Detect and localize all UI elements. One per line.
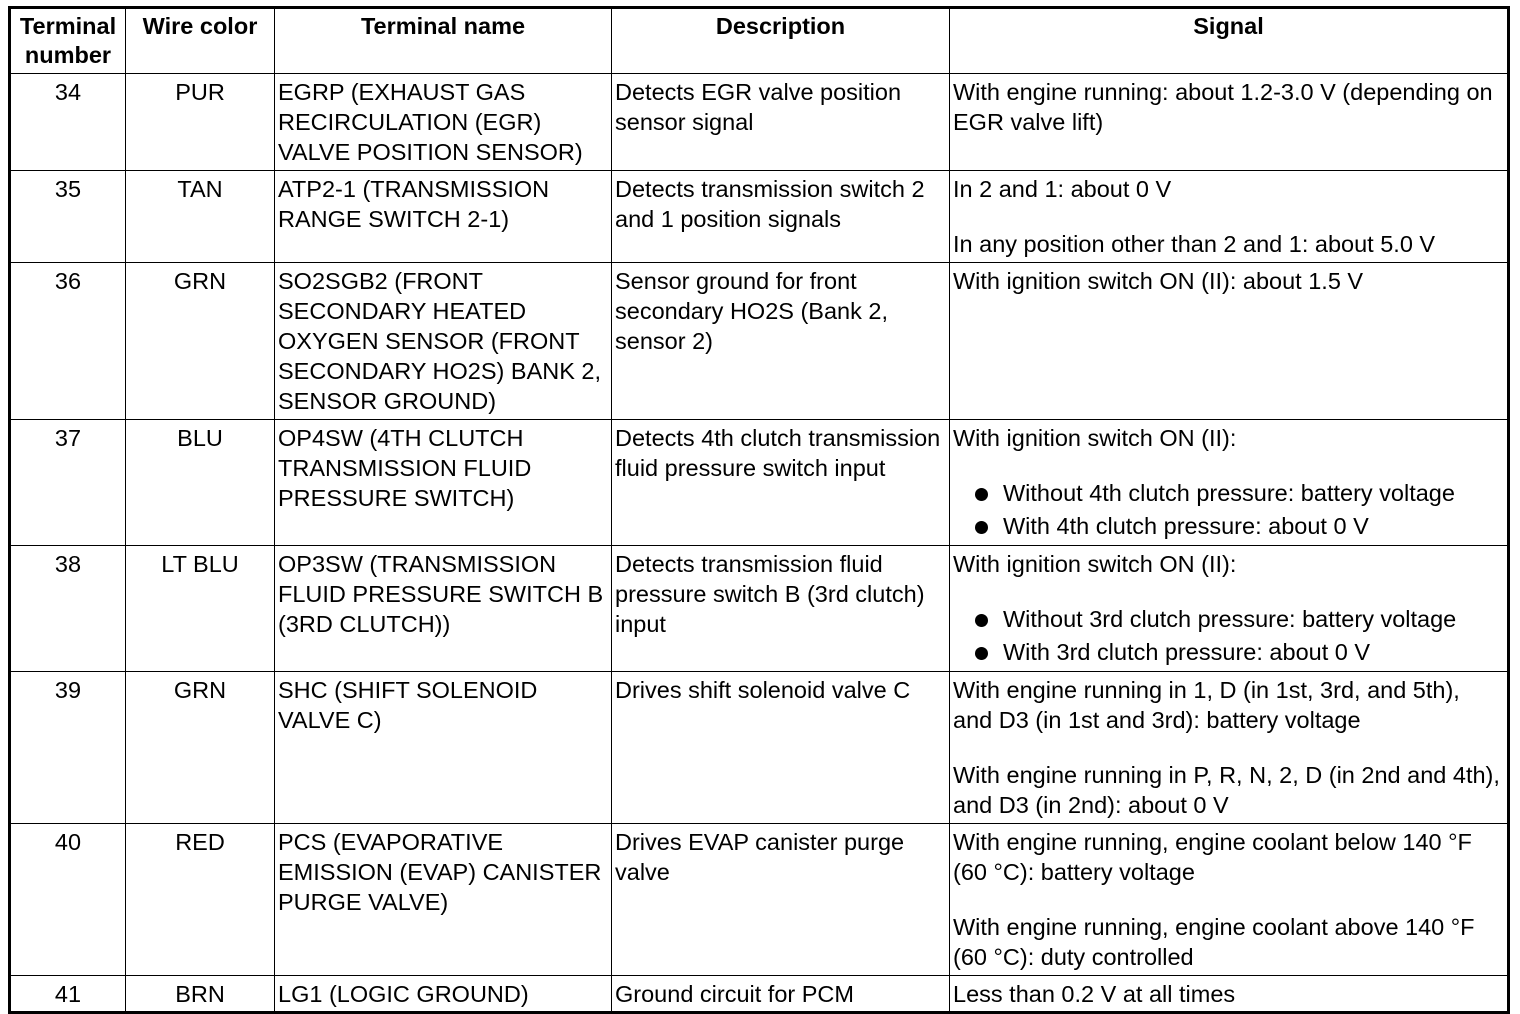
header-terminal-number: Terminal number bbox=[10, 8, 126, 74]
signal-text: With engine running in 1, D (in 1st, 3rd, and 5th), and D3 (in 1st and 3rd): battery voltage bbox=[953, 677, 1460, 733]
terminal-table bbox=[8, 6, 1510, 1014]
description-cell: Detects EGR valve position sensor signal bbox=[612, 74, 950, 171]
signal-cell bbox=[950, 171, 1509, 263]
terminal-number-cell: 40 bbox=[10, 824, 126, 976]
signal-bullet-list bbox=[953, 603, 1504, 669]
signal-text: With engine running, engine coolant below 140 °F (60 °C): battery voltage bbox=[953, 829, 1472, 885]
bullet-icon bbox=[975, 488, 988, 501]
wire-color-cell: LT BLU bbox=[126, 546, 275, 672]
wire-color-cell: BLU bbox=[126, 420, 275, 546]
table-row bbox=[10, 546, 1509, 672]
bullet-icon bbox=[975, 647, 988, 660]
terminal-name-cell: LG1 (LOGIC GROUND) bbox=[275, 976, 612, 1013]
wire-color-cell: GRN bbox=[126, 263, 275, 420]
signal-text: With ignition switch ON (II): bbox=[953, 551, 1237, 577]
description-cell: Detects transmission switch 2 and 1 position signals bbox=[612, 171, 950, 263]
table-row bbox=[10, 420, 1509, 546]
description-cell: Detects transmission fluid pressure switch B (3rd clutch) input bbox=[612, 546, 950, 672]
description-cell: Detects 4th clutch transmission fluid pressure switch input bbox=[612, 420, 950, 546]
table-row bbox=[10, 263, 1509, 420]
terminal-name-cell: PCS (EVAPORATIVE EMISSION (EVAP) CANISTER PURGE VALVE) bbox=[275, 824, 612, 976]
signal-cell bbox=[950, 546, 1509, 672]
table-row bbox=[10, 824, 1509, 976]
terminal-name-cell: OP3SW (TRANSMISSION FLUID PRESSURE SWITCH B (3RD CLUTCH)) bbox=[275, 546, 612, 672]
terminal-number-cell: 36 bbox=[10, 263, 126, 420]
table-row bbox=[10, 171, 1509, 263]
signal-bullet-text: With 4th clutch pressure: about 0 V bbox=[1003, 513, 1369, 539]
signal-cell bbox=[950, 420, 1509, 546]
signal-bullet-item bbox=[971, 603, 1504, 636]
bullet-icon bbox=[975, 521, 988, 534]
signal-text: In any position other than 2 and 1: about 5.0 V bbox=[953, 231, 1436, 257]
wire-color-cell: PUR bbox=[126, 74, 275, 171]
terminal-number-cell: 37 bbox=[10, 420, 126, 546]
terminal-number-cell: 39 bbox=[10, 672, 126, 824]
signal-text: With engine running, engine coolant above 140 °F (60 °C): duty controlled bbox=[953, 914, 1475, 970]
signal-text: With ignition switch ON (II): bbox=[953, 425, 1237, 451]
signal-bullet-item bbox=[971, 636, 1504, 669]
wire-color-cell: BRN bbox=[126, 976, 275, 1013]
description-cell: Drives shift solenoid valve C bbox=[612, 672, 950, 824]
signal-cell bbox=[950, 976, 1509, 1013]
header-description: Description bbox=[612, 8, 950, 74]
signal-bullet-item bbox=[971, 510, 1504, 543]
signal-cell bbox=[950, 672, 1509, 824]
signal-cell bbox=[950, 263, 1509, 420]
terminal-name-cell: EGRP (EXHAUST GAS RECIRCULATION (EGR) VALVE POSITION SENSOR) bbox=[275, 74, 612, 171]
table-row bbox=[10, 976, 1509, 1013]
header-wire-color: Wire color bbox=[126, 8, 275, 74]
signal-text: With engine running: about 1.2-3.0 V (depending on EGR valve lift) bbox=[953, 79, 1493, 135]
signal-cell bbox=[950, 824, 1509, 976]
table-body bbox=[10, 74, 1509, 1013]
terminal-number-cell: 41 bbox=[10, 976, 126, 1013]
signal-bullet-text: With 3rd clutch pressure: about 0 V bbox=[1003, 639, 1371, 665]
terminal-number-cell: 34 bbox=[10, 74, 126, 171]
terminal-name-cell: ATP2-1 (TRANSMISSION RANGE SWITCH 2-1) bbox=[275, 171, 612, 263]
header-terminal-name: Terminal name bbox=[275, 8, 612, 74]
table-row bbox=[10, 672, 1509, 824]
header-row bbox=[10, 8, 1509, 74]
signal-text: With ignition switch ON (II): about 1.5 V bbox=[953, 268, 1364, 294]
terminal-name-cell: OP4SW (4TH CLUTCH TRANSMISSION FLUID PRESSURE SWITCH) bbox=[275, 420, 612, 546]
description-cell: Ground circuit for PCM bbox=[612, 976, 950, 1013]
terminal-name-cell: SO2SGB2 (FRONT SECONDARY HEATED OXYGEN SENSOR (FRONT SECONDARY HO2S) BANK 2, SENSOR GROUND) bbox=[275, 263, 612, 420]
signal-bullet-list bbox=[953, 477, 1504, 543]
table-row bbox=[10, 74, 1509, 171]
signal-cell bbox=[950, 74, 1509, 171]
terminal-name-cell: SHC (SHIFT SOLENOID VALVE C) bbox=[275, 672, 612, 824]
description-cell: Sensor ground for front secondary HO2S (Bank 2, sensor 2) bbox=[612, 263, 950, 420]
signal-text: In 2 and 1: about 0 V bbox=[953, 176, 1172, 202]
wire-color-cell: GRN bbox=[126, 672, 275, 824]
description-cell: Drives EVAP canister purge valve bbox=[612, 824, 950, 976]
signal-bullet-text: Without 4th clutch pressure: battery voltage bbox=[1003, 480, 1455, 506]
signal-bullet-text: Without 3rd clutch pressure: battery voltage bbox=[1003, 606, 1457, 632]
table-header bbox=[10, 8, 1509, 74]
bullet-icon bbox=[975, 614, 988, 627]
signal-bullet-item bbox=[971, 477, 1504, 510]
header-signal: Signal bbox=[950, 8, 1509, 74]
signal-text: Less than 0.2 V at all times bbox=[953, 981, 1236, 1007]
wire-color-cell: TAN bbox=[126, 171, 275, 263]
wire-color-cell: RED bbox=[126, 824, 275, 976]
signal-text: With engine running in P, R, N, 2, D (in 2nd and 4th), and D3 (in 2nd): about 0 V bbox=[953, 762, 1500, 818]
terminal-number-cell: 35 bbox=[10, 171, 126, 263]
terminal-number-cell: 38 bbox=[10, 546, 126, 672]
